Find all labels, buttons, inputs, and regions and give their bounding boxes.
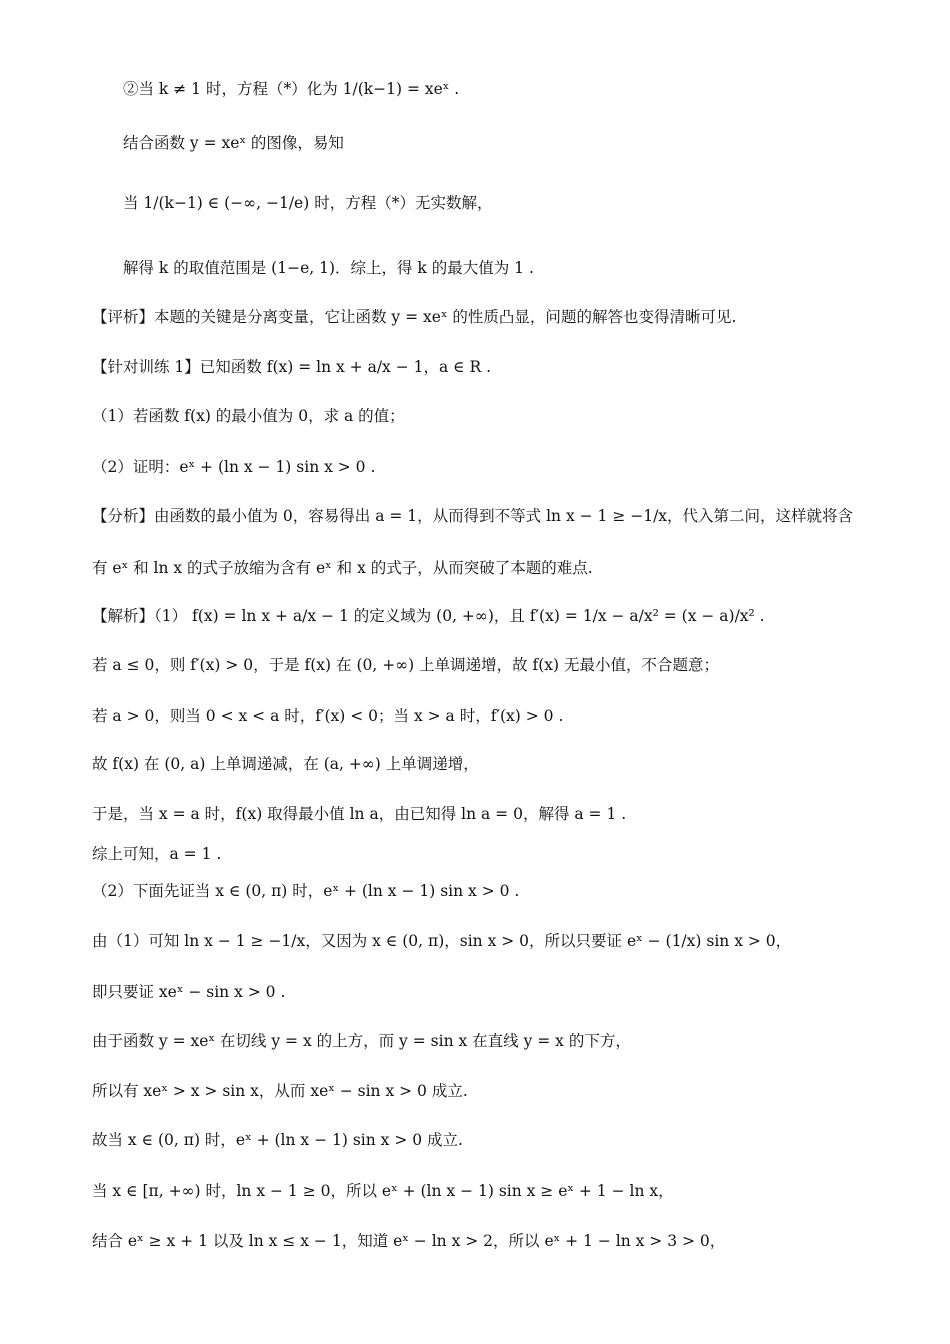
solution-conclusion: 综上可知，a = 1 .	[92, 845, 222, 863]
exercise-part-2: （2）证明：eˣ + (ln x − 1) sin x > 0 .	[92, 458, 376, 476]
solution-final-estimate: 结合 eˣ ≥ x + 1 以及 ln x ≤ x − 1，知道 eˣ − ln x > 2，所以 eˣ + 1 − ln x > 3 > 0，	[92, 1232, 726, 1250]
line-k-range: 解得 k 的取值范围是 (1−e, 1)．综上，得 k 的最大值为 1 .	[123, 259, 534, 277]
exercise-part-1: （1）若函数 f(x) 的最小值为 0，求 a 的值；	[92, 407, 405, 425]
solution-case-a-positive: 若 a > 0，则当 0 < x < a 时，f′(x) < 0；当 x > a 时，f′(x) > 0 .	[92, 707, 564, 725]
comment-paragraph: 【评析】本题的关键是分离变量，它让函数 y = xeˣ 的性质凸显，问题的解答也变得清晰可见.	[92, 308, 737, 326]
analysis-line-2: 有 eˣ 和 ln x 的式子放缩为含有 eˣ 和 x 的式子，从而突破了本题的难点.	[92, 559, 593, 577]
solution-interval-conclusion: 故当 x ∈ (0, π) 时，eˣ + (ln x − 1) sin x > 0 成立.	[92, 1131, 463, 1149]
solution-monotonicity: 故 f(x) 在 (0, a) 上单调递减，在 (a, +∞) 上单调递增，	[92, 755, 479, 773]
solution-chain-inequality: 所以有 xeˣ > x > sin x，从而 xeˣ − sin x > 0 成立.	[92, 1082, 468, 1100]
line-graph-note: 结合函数 y = xeˣ 的图像，易知	[123, 134, 344, 152]
solution-minimum: 于是，当 x = a 时，f(x) 取得最小值 ln a，由已知得 ln a = 0，解得 a = 1 .	[92, 805, 627, 823]
line-no-real-roots: 当 1/(k−1) ∈ (−∞, −1/e) 时，方程（*）无实数解，	[123, 194, 493, 212]
solution-part-1: 【解析】（1） f(x) = ln x + a/x − 1 的定义域为 (0, +∞)，且 f′(x) = 1/x − a/x² = (x − a)/x² .	[92, 607, 765, 625]
solution-tangent-argument: 由于函数 y = xeˣ 在切线 y = x 的上方，而 y = sin x 在直线 y = x 的下方，	[92, 1032, 631, 1050]
exercise-title: 【针对训练 1】已知函数 f(x) = ln x + a/x − 1，a ∈ R .	[92, 358, 492, 376]
analysis-line-1: 【分析】由函数的最小值为 0，容易得出 a = 1，从而得到不等式 ln x − 1 ≥ −1/x，代入第二问，这样就将含	[92, 507, 854, 525]
solution-reduced-goal: 即只要证 xeˣ − sin x > 0 .	[92, 983, 286, 1001]
solution-part-2-intro: （2）下面先证当 x ∈ (0, π) 时，eˣ + (ln x − 1) sin x > 0 .	[92, 882, 520, 900]
solution-case-a-nonpositive: 若 a ≤ 0，则 f′(x) > 0，于是 f(x) 在 (0, +∞) 上单调递增，故 f(x) 无最小值，不合题意；	[92, 656, 720, 674]
solution-reduction: 由（1）可知 ln x − 1 ≥ −1/x，又因为 x ∈ (0, π)，sin x > 0，所以只要证 eˣ − (1/x) sin x > 0，	[92, 932, 792, 950]
line-case-2: ②当 k ≠ 1 时，方程（*）化为 1/(k−1) = xeˣ .	[123, 80, 460, 98]
solution-second-interval: 当 x ∈ [π, +∞) 时，ln x − 1 ≥ 0，所以 eˣ + (ln x − 1) sin x ≥ eˣ + 1 − ln x，	[92, 1182, 674, 1200]
